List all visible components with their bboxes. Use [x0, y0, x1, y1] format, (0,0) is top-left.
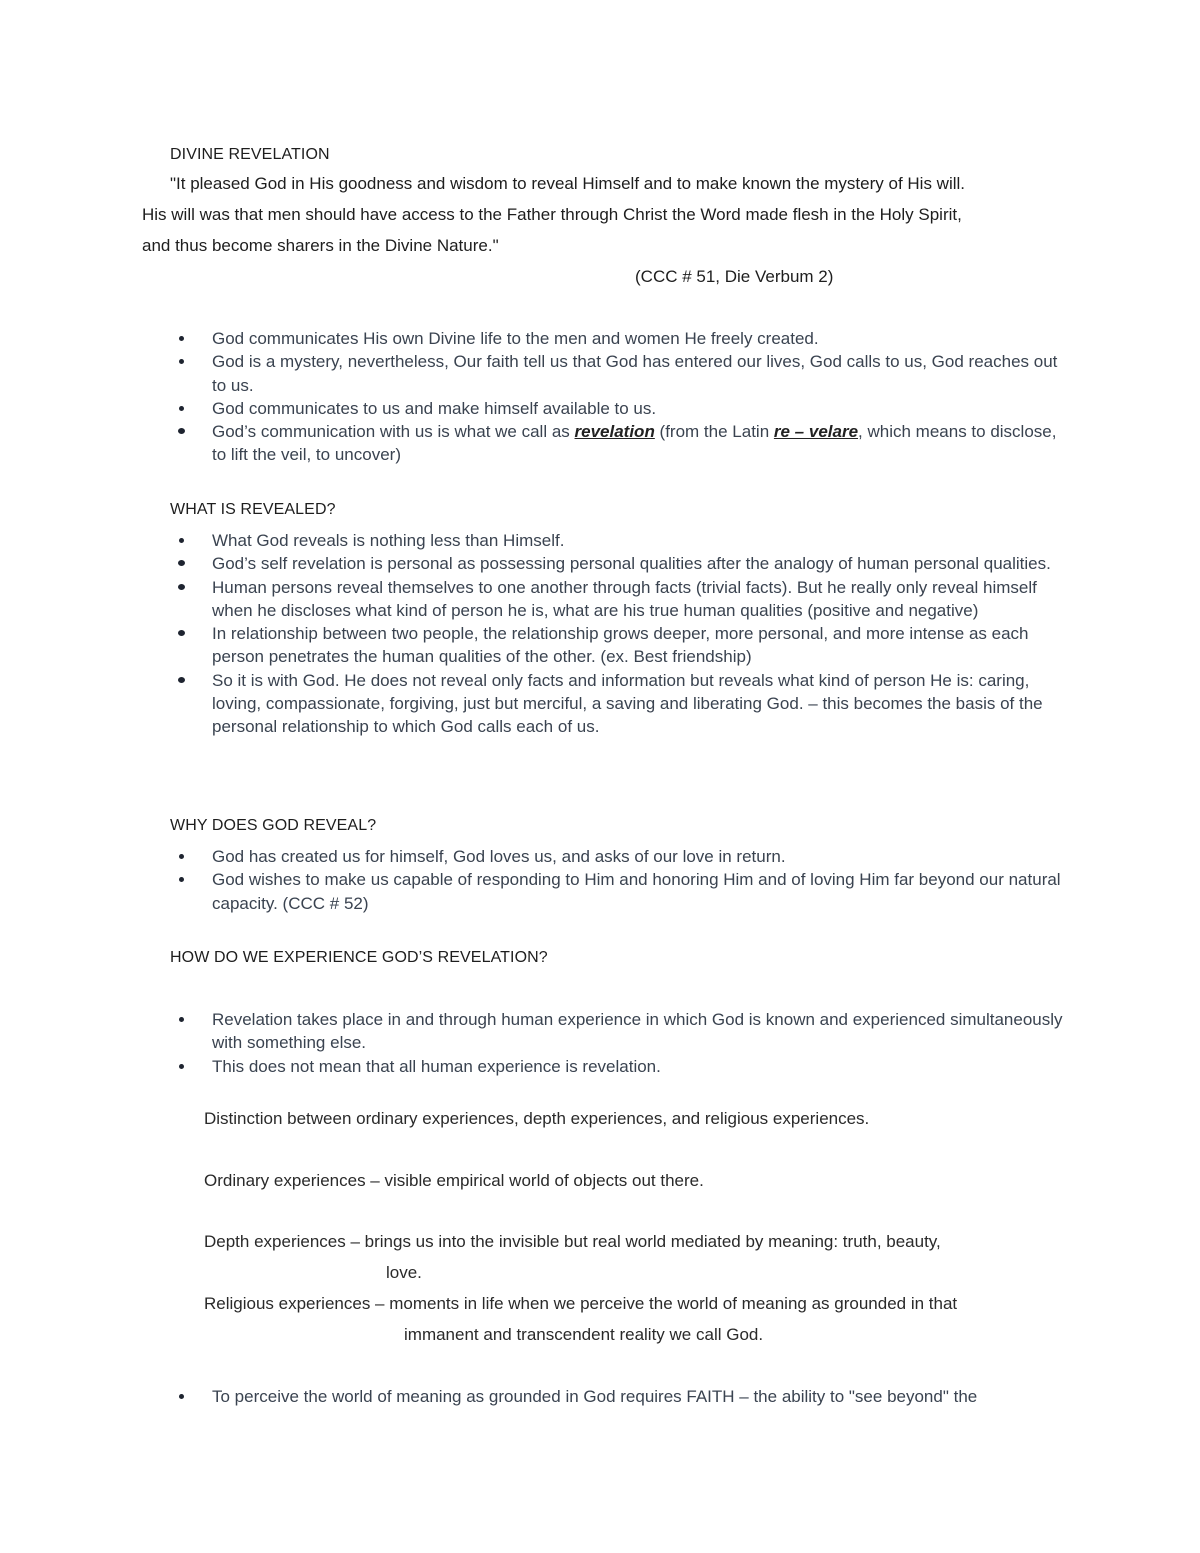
list-item: God has created us for himself, God loves us, and asks of our love in return.	[172, 845, 1072, 868]
revelation-text-after: , which means to disclose, to lift the veil, to uncover)	[212, 422, 1057, 465]
quote-line-2: His will was that men should have access to the Father through Christ the Word made flesh in the Holy Spirit,	[142, 205, 962, 224]
how-bullet-list	[172, 1008, 1072, 1078]
list-item: God wishes to make us capable of responding to Him and honoring Him and of loving Him far beyond our natural capacity. (CCC # 52)	[172, 868, 1072, 915]
latin-term: re – velare	[773, 422, 859, 442]
list-item: What God reveals is nothing less than Himself.	[172, 529, 1072, 552]
why-bullet-list	[172, 845, 1072, 915]
ordinary-experiences-text: Ordinary experiences – visible empirical world of objects out there.	[204, 1171, 704, 1190]
list-item: God communicates His own Divine life to the men and women He freely created.	[172, 327, 1072, 350]
list-item: Revelation takes place in and through human experience in which God is known and experienced simultaneously with something else.	[172, 1008, 1072, 1055]
list-item: God communicates to us and make himself available to us.	[172, 397, 1072, 420]
list-item: God is a mystery, nevertheless, Our faith tell us that God has entered our lives, God calls to us, God reaches out to us.	[172, 350, 1072, 397]
document-title: DIVINE REVELATION	[170, 146, 330, 163]
list-item: This does not mean that all human experience is revelation.	[172, 1055, 1072, 1078]
list-item: In relationship between two people, the relationship grows deeper, more personal, and more intense as each person penetrates the human qualities of the other. (ex. Best friendship)	[172, 622, 1072, 669]
quote-line-3: and thus become sharers in the Divine Nature."	[142, 236, 499, 255]
list-item: To perceive the world of meaning as grounded in God requires FAITH – the ability to "see beyond" the	[172, 1385, 1102, 1408]
section-heading-why: WHY DOES GOD REVEAL?	[170, 817, 377, 834]
list-item: God’s self revelation is personal as possessing personal qualities after the analogy of human personal qualities.	[172, 552, 1072, 575]
section-heading-how: HOW DO WE EXPERIENCE GOD’S REVELATION?	[170, 949, 548, 966]
distinction-text: Distinction between ordinary experiences, depth experiences, and religious experiences.	[204, 1109, 870, 1128]
religious-experiences-continuation: immanent and transcendent reality we call God.	[404, 1325, 764, 1344]
revelation-text-before: God’s communication with us is what we call as	[212, 422, 575, 442]
quote-citation: (CCC # 51, Die Verbum 2)	[635, 267, 834, 286]
section-heading-what: WHAT IS REVEALED?	[170, 501, 336, 518]
revelation-term: revelation	[574, 422, 655, 442]
religious-experiences-text: Religious experiences – moments in life when we perceive the world of meaning as grounded in that	[204, 1294, 958, 1313]
depth-experiences-continuation: love.	[386, 1263, 422, 1282]
list-item: Human persons reveal themselves to one another through facts (trivial facts). But he really only reveal himself when he discloses what kind of person he is, what are his true human qualities (positive and negative)	[172, 576, 1072, 623]
list-item: So it is with God. He does not reveal only facts and information but reveals what kind of person He is: caring, loving, compassionate, forgiving, just but merciful, a saving and liberating God. – this becomes the basis of the personal relationship to which God calls each of us.	[172, 669, 1072, 739]
intro-bullet-list	[172, 327, 1072, 467]
revelation-text-middle: (from the Latin	[654, 422, 774, 442]
faith-bullet-list	[172, 1385, 1102, 1408]
what-bullet-list	[172, 529, 1072, 739]
revelation-bullet	[172, 420, 1072, 467]
depth-experiences-text: Depth experiences – brings us into the invisible but real world mediated by meaning: truth, beauty,	[204, 1232, 941, 1251]
quote-line-1: "It pleased God in His goodness and wisdom to reveal Himself and to make known the mystery of His will.	[170, 174, 965, 193]
